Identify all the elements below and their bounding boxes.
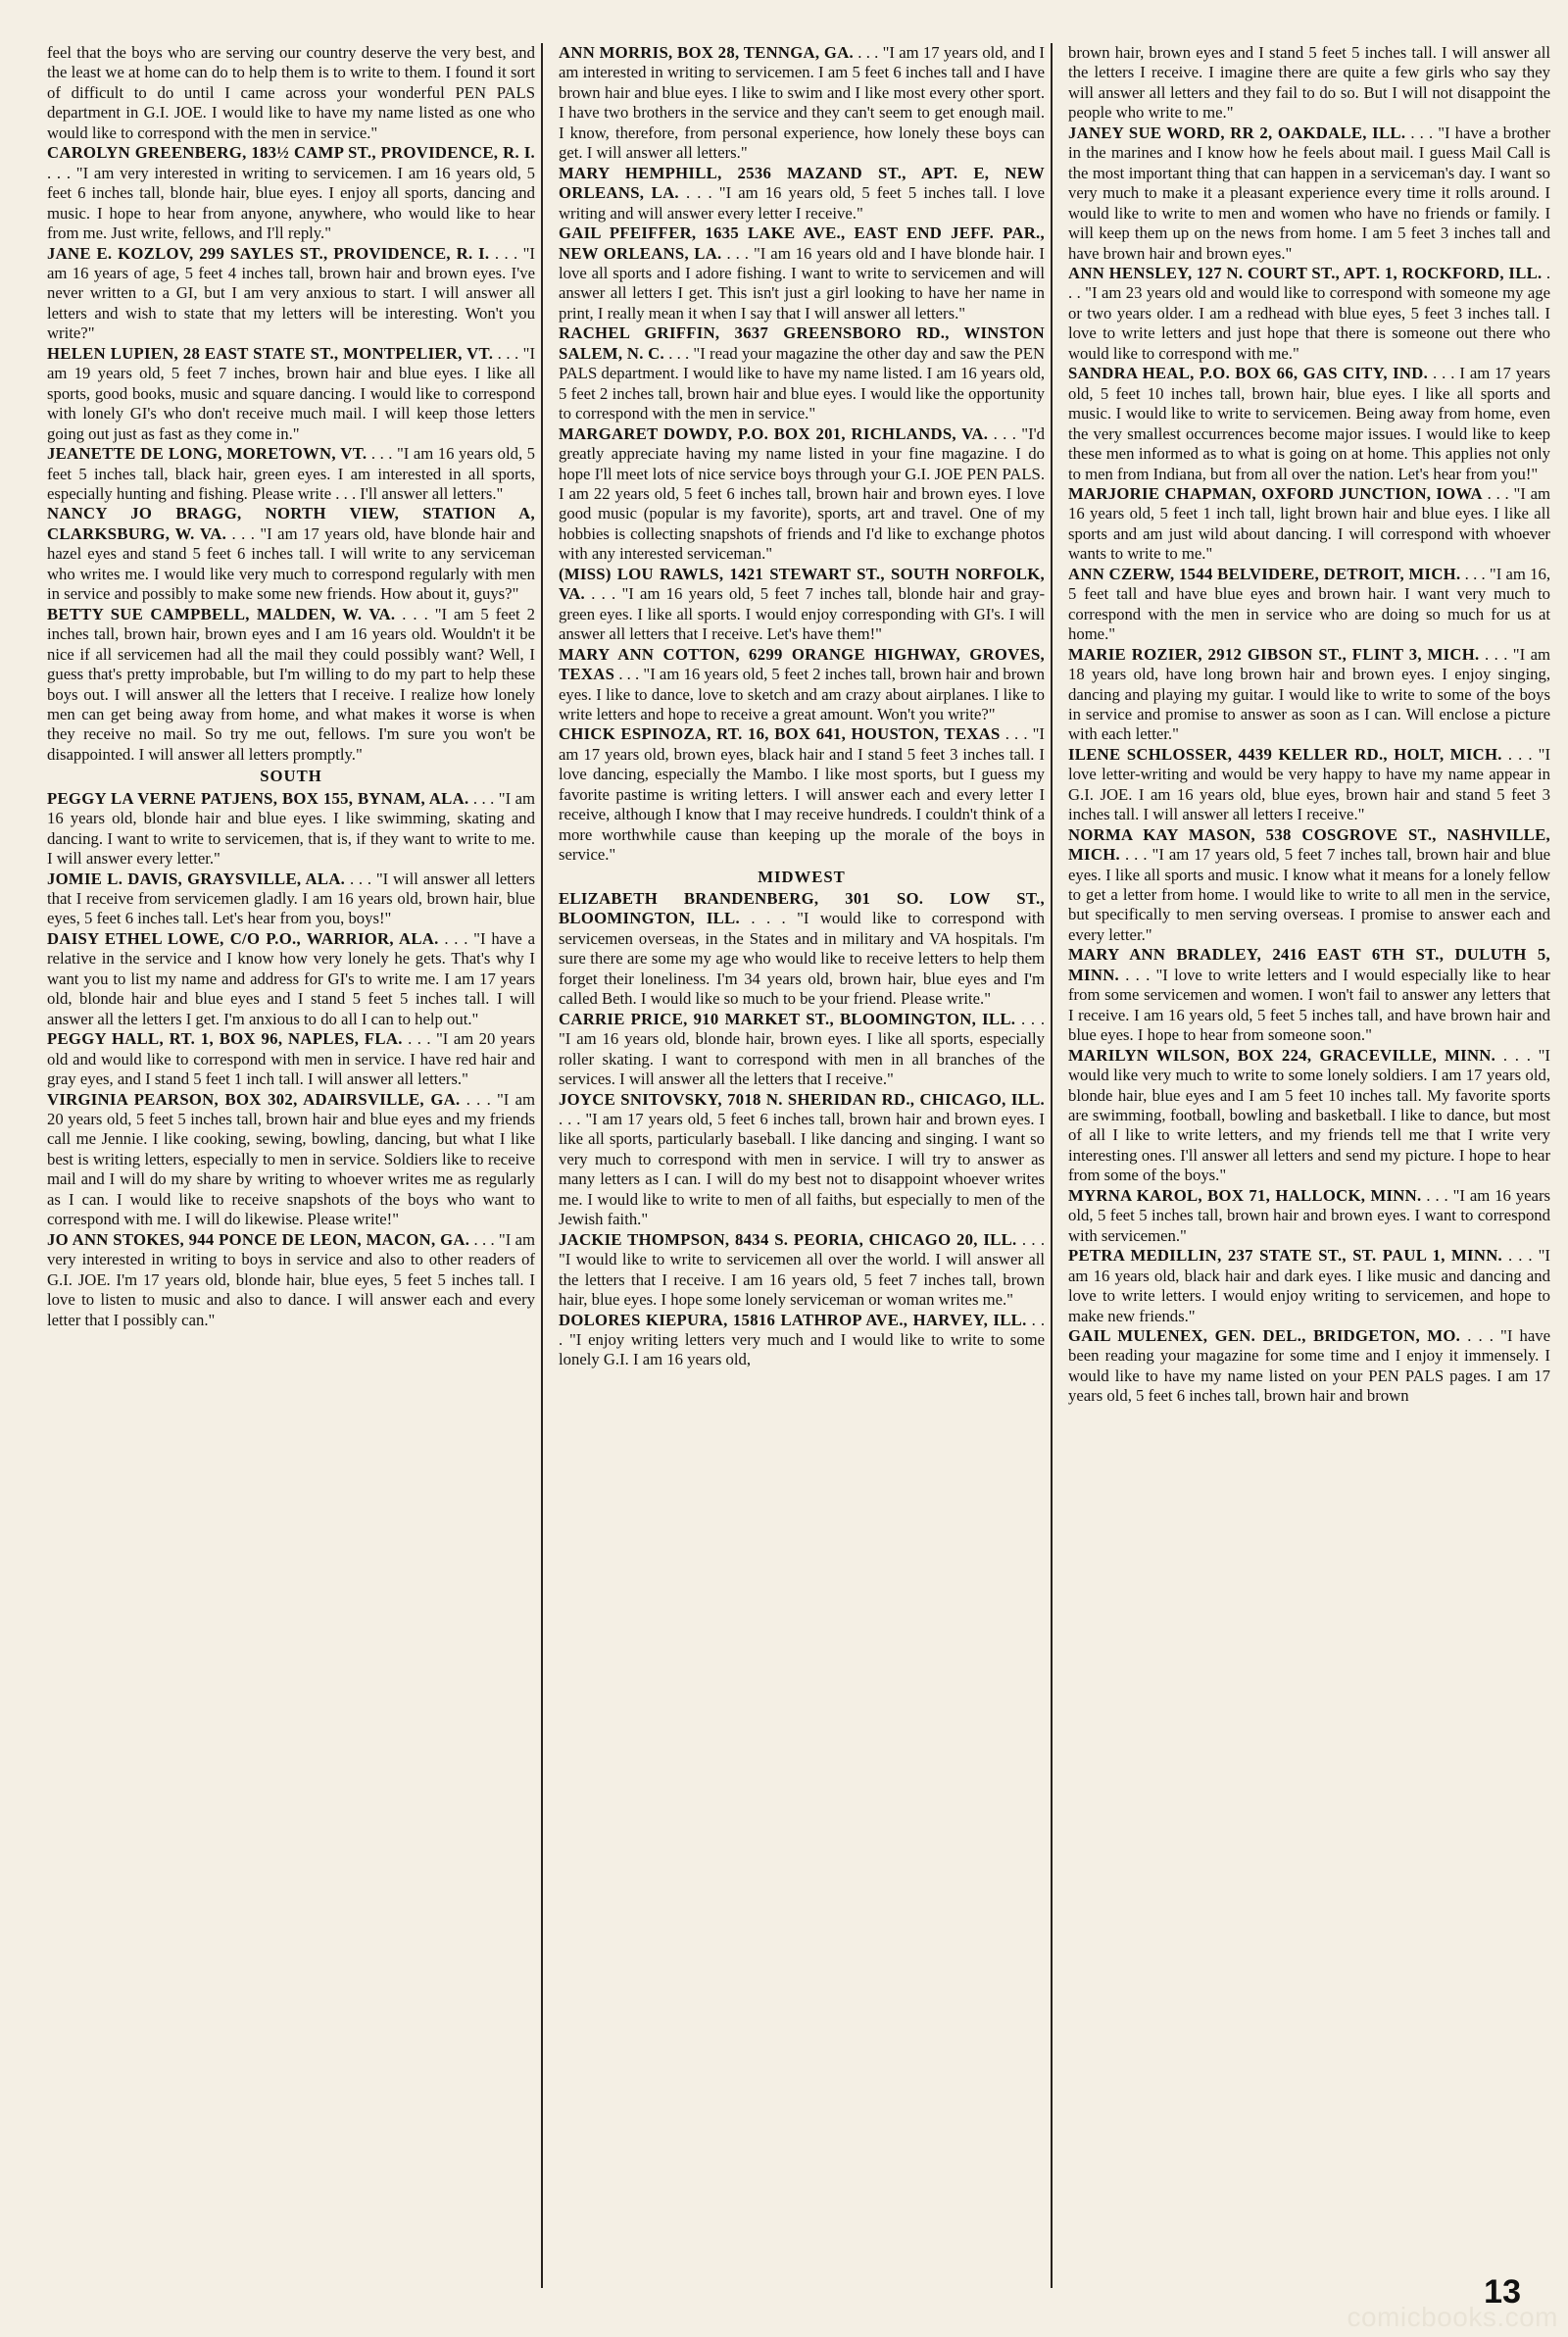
entry xyxy=(559,1090,1045,1230)
entry xyxy=(559,43,1045,164)
region-heading-south: SOUTH xyxy=(260,767,322,786)
entry-text: . . . "I am 17 years old, brown eyes, black hair and I stand 5 feet 3 inches tall. I love dancing, especially the Mambo. I like most sports, but I guess my favorite pastime is writing letters. I will answer each and every letter I receive, although I know that I may receive hundreds. I couldn't think of a more worthwhile cause than keeping up the morale of the boys in service." xyxy=(559,724,1045,865)
column-divider xyxy=(541,43,543,2288)
entry-text: . . . "I am 16 years old, 5 feet 5 inches tall, brown hair and brown eyes. I want to correspond with servicemen." xyxy=(1068,1185,1550,1245)
entry-name: CARRIE PRICE, 910 MARKET ST., BLOOMINGTON, ILL. xyxy=(559,1009,1016,1028)
column-2 xyxy=(559,43,1045,2288)
entry xyxy=(1068,1046,1550,1186)
entry-text: . . . "I am 17 years old, 5 feet 6 inches tall, brown hair and brown eyes. I like all sports, particularly baseball. I like dancing and singing. I want so very much to correspond with men in service. I will try to answer as many letters as I can. I will do my best not to disappoint whoever writes me. I would like to write to men of all faiths, but especially to men of the Jewish faith." xyxy=(559,1110,1045,1229)
entry xyxy=(1068,645,1550,745)
entry-text: . . . "I am 20 years old and would like to correspond with men in service. I have red hair and gray eyes, and I stand 5 feet 1 inch tall. I will answer all letters." xyxy=(47,1029,535,1089)
entry-text: . . . "I am 16 years old, black hair and dark eyes. I like music and dancing and love to write letters. I would enjoy writing to servicemen, and hope to make new friends." xyxy=(1068,1246,1550,1325)
entry xyxy=(559,224,1045,323)
entry-name: (MISS) LOU RAWLS, 1421 STEWART ST., SOUTH NORFOLK, VA. xyxy=(559,564,1045,604)
entry-text: . . . "I have a relative in the service and I know how very lonely he gets. That's why I want you to list my name and address for GI's to write me. I am 17 years old, blonde hair and blue eyes and I stand 5 feet 5 inches tall. I will answer all the letters I get. I'm anxious to do all I can to help out." xyxy=(47,928,535,1028)
entry-text: feel that the boys who are serving our country deserve the very best, and the least we at home can do to help them is to write to them. I found it sort of difficult to do until I came across your wonderful PEN PALS department in G.I. JOE. I would like to have my name listed as one who would like to correspond with the men in service." xyxy=(47,43,535,142)
entry-text: . . . "I am 16 years old, 5 feet 1 inch tall, light brown hair and blue eyes. I like all sports and am just wild about dancing. I will correspond with whoever wants to write to me." xyxy=(1068,483,1550,564)
entry-continuation xyxy=(1068,43,1550,124)
column-1 xyxy=(47,43,535,2288)
entry-name: BETTY SUE CAMPBELL, MALDEN, W. VA. xyxy=(47,604,396,623)
entry-text: . . . "I would like to write to servicemen all over the world. I will answer all the letters that I receive. I am 16 years old, 5 feet 7 inches tall, brown hair, blue eyes. I hope some lonely serviceman or woman writes me." xyxy=(559,1229,1045,1310)
entry xyxy=(559,889,1045,1010)
entry-text: . . . "I am 18 years old, have long brown hair and brown eyes. I enjoy singing, dancing and playing my guitar. I would like to write to some of the boys in service and promise to answer as soon as I can. Will enclose a picture with each letter." xyxy=(1068,644,1550,744)
entry xyxy=(47,504,535,604)
entry-name: GAIL PFEIFFER, 1635 LAKE AVE., EAST END JEFF. PAR., NEW ORLEANS, LA. xyxy=(559,224,1045,263)
entry-text: . . . "I am 16, 5 feet tall and have blue eyes and brown hair. I want very much to correspond with the men in service who are doing so much for us at home." xyxy=(1068,564,1550,644)
entry-name: DAISY ETHEL LOWE, C/O P.O., WARRIOR, ALA. xyxy=(47,928,439,948)
entry-name: MARILYN WILSON, BOX 224, GRACEVILLE, MINN. xyxy=(1068,1045,1496,1065)
entry-text: . . . "I am 16 years old, 5 feet 7 inches tall, blonde hair and gray-green eyes. I like all sports. I would enjoy corresponding with GI's. I will answer all letters that I receive. Let's have them!" xyxy=(559,584,1045,644)
entry-name: JO ANN STOKES, 944 PONCE DE LEON, MACON, GA. xyxy=(47,1229,470,1249)
column-divider xyxy=(1051,43,1053,2288)
entry-name: MARY HEMPHILL, 2536 MAZAND ST., APT. E, NEW ORLEANS, LA. xyxy=(559,163,1045,203)
entry xyxy=(1068,1246,1550,1326)
entry-text: . . . "I am 19 years old, 5 feet 7 inches, brown hair and blue eyes. I like all sports, good books, music and square dancing. I would like to correspond with lonely GI's who don't receive much mail. I will keep those letters going out just as fast as they come in." xyxy=(47,343,535,443)
entry xyxy=(1068,945,1550,1045)
entry-text: . . . "I am 20 years old, 5 feet 5 inches tall, brown hair and blue eyes and my friends call me Jennie. I like cooking, sewing, bowling, dancing, but what I like best is writing letters, especially to men in service. Soldiers like to receive mail and I will do my share by writing to whoever writes me as regularly as I can. I would like to receive snapshots of the boys who want to correspond with me. I will do likewise. Please write!" xyxy=(47,1089,535,1229)
entry-name: DOLORES KIEPURA, 15816 LATHROP AVE., HARVEY, ILL. xyxy=(559,1310,1027,1329)
entry-text: . . . "I am 23 years old and would like to correspond with someone my age or two years older. I am a redhead with blue eyes, 5 feet 3 inches tall. I love to write letters and just hope that there is someone out there who would like to correspond with me." xyxy=(1068,263,1550,363)
entry xyxy=(1068,484,1550,565)
entry xyxy=(1068,1186,1550,1246)
entry xyxy=(47,605,535,766)
entry xyxy=(1068,364,1550,484)
entry-text: . . . "I am 17 years old, have blonde hair and hazel eyes and stand 5 feet 6 inches tall. I will write to any serviceman who writes me. I would like very much to correspond regularly with men in service and possibly to make some new friends. How about it, guys?" xyxy=(47,523,535,604)
entry-text: . . . "I am 16 years old, 5 feet 5 inches tall, black hair, green eyes. I am interested in all sports, especially hunting and fishing. Please write . . . I'll answer all letters." xyxy=(47,444,535,503)
watermark-text: comicbooks.com xyxy=(1347,2302,1558,2332)
entry xyxy=(559,1010,1045,1090)
entry xyxy=(47,344,535,444)
entry xyxy=(47,1090,535,1230)
entry-name: MARGARET DOWDY, P.O. BOX 201, RICHLANDS, VA. xyxy=(559,423,989,443)
entry-text: . . . "I love letter-writing and would be very happy to have my name appear in G.I. JOE. I am 16 years old, blue eyes, brown hair and stand 5 feet 3 inches tall. I will answer all letters I receive." xyxy=(1068,744,1550,824)
entry-name: ILENE SCHLOSSER, 4439 KELLER RD., HOLT, MICH. xyxy=(1068,744,1502,764)
entry xyxy=(47,1029,535,1089)
entry xyxy=(47,870,535,929)
entry-name: MARY ANN COTTON, 6299 ORANGE HIGHWAY, GROVES, TEXAS xyxy=(559,644,1045,684)
entry xyxy=(559,724,1045,865)
entry-text: . . . "I love to write letters and I would especially like to hear from some servicemen and women. I won't fail to answer any letters that I receive. I am 16 years old, 5 feet 5 inches tall, and have brown hair and blue eyes. I hope to hear from someone soon." xyxy=(1068,965,1550,1045)
entry-name: NORMA KAY MASON, 538 COSGROVE ST., NASHVILLE, MICH. xyxy=(1068,824,1550,865)
entry-name: ELIZABETH BRANDENBERG, 301 SO. LOW ST., BLOOMINGTON, ILL. xyxy=(559,889,1045,928)
entry-text: . . . "I am very interested in writing to servicemen. I am 16 years old, 5 feet 6 inches tall, blonde hair, blue eyes. I enjoy all sports, dancing and music. I hope to hear from anyone, anywhere, who would like to hear from me. Just write, fellows, and I'll reply." xyxy=(47,163,535,243)
entry xyxy=(559,164,1045,224)
entry-name: JANE E. KOZLOV, 299 SAYLES ST., PROVIDENCE, R. I. xyxy=(47,243,490,263)
entry-text: . . . "I am 16 years of age, 5 feet 4 inches tall, brown hair and brown eyes. I've never written to a GI, but I am very anxious to start. I will answer all letters and wish to state that my letters will be interesting. Won't you write?" xyxy=(47,243,535,343)
entry-text: . . . "I'd greatly appreciate having my name listed in your fine magazine. I do hope I'll meet lots of nice service boys through your G.I. JOE PEN PALS. I am 22 years old, 5 feet 6 inches tall, brown hair and brown eyes. I love good music (popular is my favorite), sports, art and travel. One of my hobbies is collecting snapshots of friends and I'd like to exchange photos with any interested serviceman." xyxy=(559,423,1045,564)
entry xyxy=(559,645,1045,725)
entry-name: MARY ANN BRADLEY, 2416 EAST 6TH ST., DULUTH 5, MINN. xyxy=(1068,945,1550,984)
entry-text: . . . "I am very interested in writing to boys in service and also to other readers of G.I. JOE. I'm 17 years old, blonde hair, blue eyes, 5 feet 5 inches tall. I love to listen to music and also to dance. I will answer each and every letter that I possibly can." xyxy=(47,1229,535,1329)
entry-name: CAROLYN GREENBERG, 183½ CAMP ST., PROVIDENCE, R. I. xyxy=(47,143,535,163)
entry-name: ANN HENSLEY, 127 N. COURT ST., APT. 1, ROCKFORD, ILL. xyxy=(1068,263,1543,282)
entry-name: NANCY JO BRAGG, NORTH VIEW, STATION A, CLARKSBURG, W. VA. xyxy=(47,504,535,543)
entry-continuation xyxy=(47,43,535,143)
entry xyxy=(1068,745,1550,825)
entry-text: . . . "I have a brother in the marines and I know how he feels about mail. I guess Mail Call is the most important thing that can happen in a serviceman's day. I want so very much to make it a pleasant experience every time it rolls around. I would like to write to men and women who have no friends or family. I will keep them up on the news from home. I am 5 feet 3 inches tall and have brown hair and brown eyes." xyxy=(1068,123,1550,263)
entry xyxy=(1068,264,1550,364)
entry-name: JEANETTE DE LONG, MORETOWN, VT. xyxy=(47,444,368,464)
entry-name: HELEN LUPIEN, 28 EAST STATE ST., MONTPELIER, VT. xyxy=(47,343,494,363)
entry xyxy=(559,424,1045,565)
entry xyxy=(47,789,535,870)
entry-name: ANN MORRIS, BOX 28, TENNGA, GA. xyxy=(559,43,855,62)
column-3 xyxy=(1068,43,1550,2288)
entry xyxy=(1068,825,1550,946)
entry-name: VIRGINIA PEARSON, BOX 302, ADAIRSVILLE, GA. xyxy=(47,1089,461,1109)
entry-text: . . . "I enjoy writing letters very much and I would like to write to some lonely G.I. I am 16 years old, xyxy=(559,1310,1045,1369)
entry-text: . . . "I am 16 years old, blonde hair and blue eyes. I like swimming, skating and dancing. I want to write to servicemen, that is, if they want to write to me. I will answer every letter." xyxy=(47,788,535,869)
entry-text: . . . "I will answer all letters that I receive from servicemen gladly. I am 16 years old, brown hair, blue eyes, 5 feet 6 inches tall. Let's hear from you, boys!" xyxy=(47,869,535,928)
entry-name: CHICK ESPINOZA, RT. 16, BOX 641, HOUSTON, TEXAS xyxy=(559,724,1001,744)
entry-text: . . . "I am 16 years old, 5 feet 5 inches tall. I love writing and will answer every letter I receive." xyxy=(559,183,1045,223)
entry-text: . . . "I am 17 years old, and I am interested in writing to servicemen. I am 5 feet 6 inches tall and I have brown hair and blue eyes. I like to swim and I like most every other sport. I have two brothers in the service and they can't seem to get enough mail. I know, therefore, from personal experience, how lonely these boys can get. I will answer all letters." xyxy=(559,43,1045,163)
entry-name: PETRA MEDILLIN, 237 STATE ST., ST. PAUL 1, MINN. xyxy=(1068,1246,1503,1266)
entry-text: . . . "I would like very much to write to some lonely soldiers. I am 17 years old, blonde hair, blue eyes and I am 5 feet 10 inches tall. My favorite sports are swimming, football, bowling and basketball. I like to dance, but most of all I like to write letters, and my friends tell me that I write very interesting ones. I'll answer all letters and send my picture. I hope to hear from some of the boys." xyxy=(1068,1045,1550,1185)
entry xyxy=(559,1230,1045,1311)
entry xyxy=(47,143,535,243)
entry-name: PEGGY LA VERNE PATJENS, BOX 155, BYNAM, ALA. xyxy=(47,788,469,808)
entry-name: MARJORIE CHAPMAN, OXFORD JUNCTION, IOWA xyxy=(1068,483,1483,503)
entry-name: JACKIE THOMPSON, 8434 S. PEORIA, CHICAGO 20, ILL. xyxy=(559,1229,1017,1249)
entry-name: JOMIE L. DAVIS, GRAYSVILLE, ALA. xyxy=(47,869,346,888)
entry xyxy=(47,244,535,344)
entry xyxy=(1068,565,1550,645)
page-number: 13 xyxy=(1484,2273,1521,2311)
entry-name: GAIL MULENEX, GEN. DEL., BRIDGETON, MO. xyxy=(1068,1326,1461,1345)
entry xyxy=(1068,1326,1550,1407)
entry-name: MYRNA KAROL, BOX 71, HALLOCK, MINN. xyxy=(1068,1185,1422,1205)
entry-name: JANEY SUE WORD, RR 2, OAKDALE, ILL. xyxy=(1068,123,1406,142)
pen-pals-columns xyxy=(0,43,1568,2288)
entry-text: brown hair, brown eyes and I stand 5 feet 5 inches tall. I will answer all the letters I receive. I imagine there are quite a few girls who say they will answer all letters and they fail to do so. But I will not disappoint the people who write to me." xyxy=(1068,43,1550,123)
entry-name: JOYCE SNITOVSKY, 7018 N. SHERIDAN RD., CHICAGO, ILL. xyxy=(559,1089,1045,1109)
entry xyxy=(47,1230,535,1330)
entry-text: . . . "I am 16 years old, blonde hair, brown eyes. I like all sports, especially roller skating. I want to correspond with men in all branches of the services. I will answer all the letters that I receive." xyxy=(559,1009,1045,1089)
entry xyxy=(1068,124,1550,264)
entry-name: MARIE ROZIER, 2912 GIBSON ST., FLINT 3, MICH. xyxy=(1068,644,1480,664)
entry xyxy=(47,929,535,1029)
entry-name: ANN CZERW, 1544 BELVIDERE, DETROIT, MICH. xyxy=(1068,564,1461,583)
entry-text: . . . "I am 16 years old and I have blonde hair. I love all sports and I adore fishing. I want to write to servicemen and will answer all letters I get. This isn't just a girl looking to have her name in print, I really mean it when I say that I will answer all letters." xyxy=(559,243,1045,323)
entry xyxy=(47,444,535,504)
entry xyxy=(559,323,1045,423)
entry-text: . . . I am 17 years old, 5 feet 10 inches tall, brown hair, blue eyes. I like all sports and music. I would like to write to servicemen. Being away from home, even the very smallest occurrences become major issues. I would like to keep these men informed as to what is going on at home. This applies not only to men from Indiana, but from all over the nation. Let's hear from you!" xyxy=(1068,364,1550,483)
entry-text: . . . "I would like to correspond with servicemen overseas, in the States and in military and VA hospitals. I'm sure there are some my age who would like to receive letters to help them forget their loneliness. I'm 34 years old, brown hair, blue eyes and I'm called Beth. I would like so much to be your friend. Please write." xyxy=(559,909,1045,1009)
entry-text: . . . "I am 5 feet 2 inches tall, brown hair, brown eyes and I am 16 years old. Wouldn't it be nice if all servicemen had all the mail they could possibly want? Well, I guess that's pretty improbable, but I'm willing to do my part to help these boys out. I will answer all the letters that I receive. I realize how lonely men can get being away from home, and what makes it worse is when they receive no mail. So try me out, fellows. I'm sure you won't be disappointed. I will answer all letters promptly." xyxy=(47,604,535,764)
entry xyxy=(559,565,1045,645)
entry-text: . . . "I have been reading your magazine for some time and I enjoy it immensely. I would like to have my name listed on your PEN PALS pages. I am 17 years old, 5 feet 6 inches tall, brown hair and brown xyxy=(1068,1326,1550,1406)
entry xyxy=(559,1311,1045,1370)
entry-name: RACHEL GRIFFIN, 3637 GREENSBORO RD., WINSTON SALEM, N. C. xyxy=(559,323,1045,363)
region-heading-midwest: MIDWEST xyxy=(758,867,846,886)
entry-name: PEGGY HALL, RT. 1, BOX 96, NAPLES, FLA. xyxy=(47,1029,403,1049)
entry-text: . . . "I am 16 years old, 5 feet 2 inches tall, brown hair and brown eyes. I like to dance, love to sketch and am crazy about airplanes. I like to write letters and hope to receive a great amount. Won't you write?" xyxy=(559,665,1045,723)
entry-text: . . . "I read your magazine the other day and saw the PEN PALS department. I would like to have my name listed. I am 16 years old, 5 feet 2 inches tall, brown hair and blue eyes. I would like the opportunity to correspond with the men in service." xyxy=(559,343,1045,423)
entry-name: SANDRA HEAL, P.O. BOX 66, GAS CITY, IND. xyxy=(1068,364,1429,383)
entry-text: . . . "I am 17 years old, 5 feet 7 inches tall, brown hair and blue eyes. I like all sports and music. I know what it means for a lonely fellow to get a letter from home. I would like to write to all men in the service, but specifically to men serving overseas. I promise to answer each and every letter." xyxy=(1068,845,1550,944)
